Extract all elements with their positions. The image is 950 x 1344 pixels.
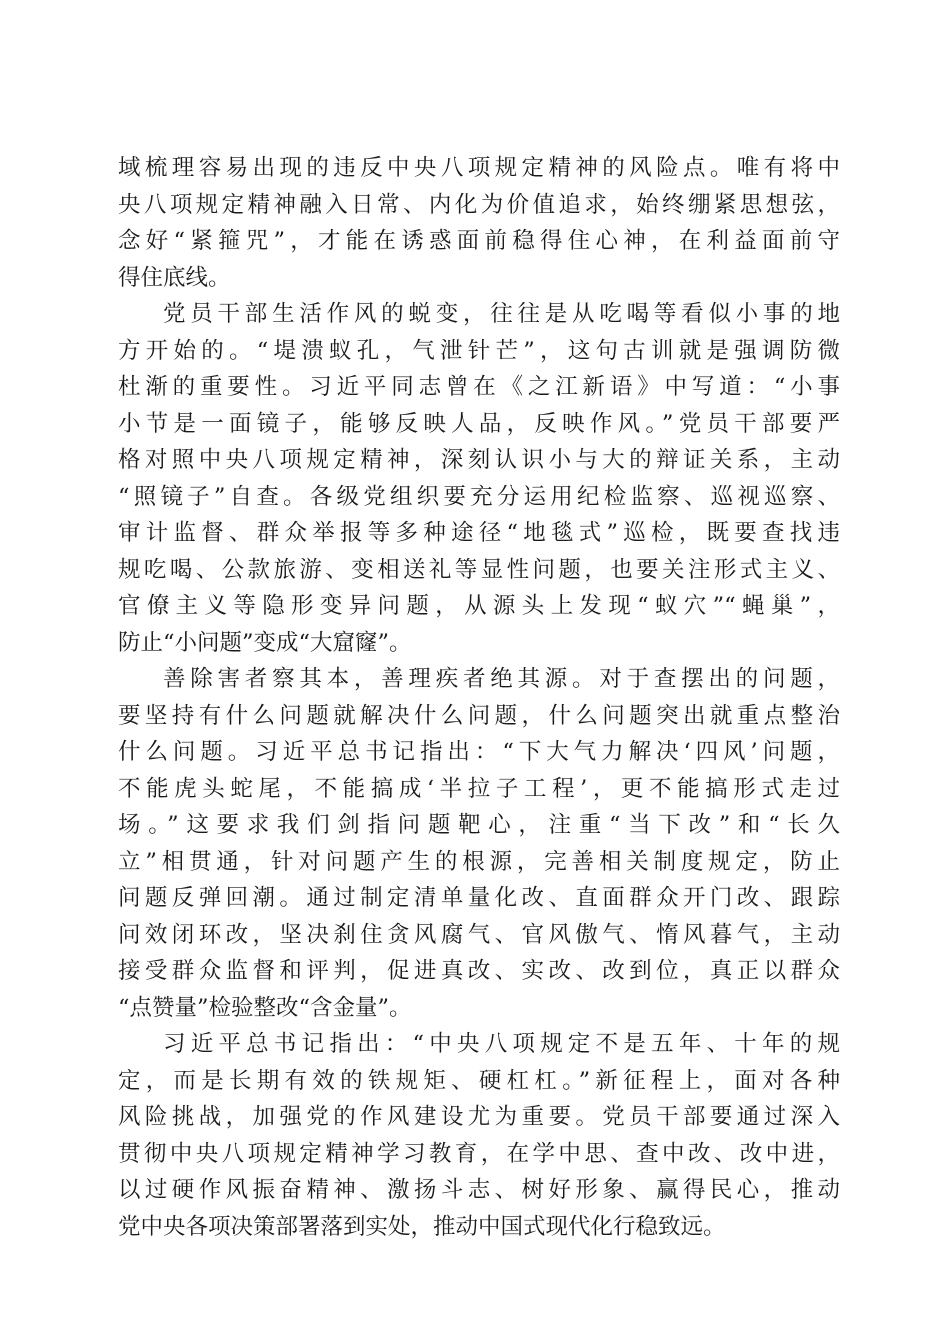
- text-line: 杜渐的重要性。习近平同志曾在《之江新语》中写道：“小事: [118, 374, 840, 400]
- text-line: 以过硬作风振奋精神、激扬斗志、树好形象、赢得民心，推动: [118, 1177, 840, 1203]
- text-line: 要坚持有什么问题就解决什么问题，什么问题突出就重点整治: [118, 702, 840, 729]
- text-line: 问效闭环改，坚决刹住贪风腐气、官风傲气、惰风暮气，主动: [118, 921, 840, 948]
- text-line: 央八项规定精神融入日常、内化为价值追求，始终绷紧思想弦，: [118, 191, 840, 218]
- text-line: 贯彻中央八项规定精神学习教育，在学中思、查中改、改中进，: [118, 1140, 840, 1167]
- text-line: 场。”这要求我们剑指问题靶心，注重“当下改”和“长久: [118, 812, 840, 838]
- text-line: 定，而是长期有效的铁规矩、硬杠杠。”新征程上，面对各种: [118, 1067, 840, 1094]
- paragraph-3: [118, 661, 840, 1026]
- text-line: 得住底线。: [118, 264, 231, 291]
- text-line: “照镜子”自查。各级党组织要充分运用纪检监察、巡视巡察、: [118, 483, 840, 510]
- paragraph-1: [118, 150, 840, 296]
- text-line: 风险挑战，加强党的作风建设尤为重要。党员干部要通过深入: [118, 1104, 840, 1130]
- text-line: 念好“紧箍咒”，才能在诱惑面前稳得住心神，在利益面前守: [118, 228, 840, 254]
- text-line: 党中央各项决策部署落到实处，推动中国式现代化行稳致远。: [118, 1213, 726, 1240]
- text-line: 方开始的。“堤溃蚁孔，气泄针芒”，这句古训就是强调防微: [118, 337, 840, 364]
- text-line: 格对照中央八项规定精神，深刻认识小与大的辩证关系，主动: [118, 447, 840, 473]
- text-line: 域梳理容易出现的违反中央八项规定精神的风险点。唯有将中: [118, 155, 840, 181]
- text-line: “点赞量”检验整改“含金量”。: [118, 994, 412, 1021]
- text-line: 善除害者察其本，善理疾者绝其源。对于查摆出的问题，: [163, 666, 840, 692]
- document-body: [118, 150, 840, 1245]
- text-line: 审计监督、群众举报等多种途径“地毯式”巡检，既要查找违: [118, 520, 840, 546]
- paragraph-2: [118, 296, 840, 661]
- text-line: 官僚主义等隐形变异问题，从源头上发现“蚁穴”“蝇巢”，: [118, 593, 840, 619]
- text-line: 什么问题。习近平总书记指出：“下大气力解决‘四风’问题，: [118, 739, 840, 765]
- text-line: 不能虎头蛇尾，不能搞成‘半拉子工程’，更不能搞形式走过: [118, 775, 840, 802]
- text-line: 接受群众监督和评判，促进真改、实改、改到位，真正以群众: [118, 958, 840, 984]
- text-line: 问题反弹回潮。通过制定清单量化改、直面群众开门改、跟踪: [118, 885, 840, 911]
- text-line: 党员干部生活作风的蜕变，往往是从吃喝等看似小事的地: [163, 301, 840, 327]
- text-line: 防止“小问题”变成“大窟窿”。: [118, 629, 412, 656]
- text-line: 习近平总书记指出：“中央八项规定不是五年、十年的规: [163, 1031, 840, 1057]
- text-line: 小节是一面镜子，能够反映人品，反映作风。”党员干部要严: [118, 410, 840, 437]
- text-line: 立”相贯通，针对问题产生的根源，完善相关制度规定，防止: [118, 848, 840, 875]
- paragraph-4: [118, 1026, 840, 1245]
- text-line: 规吃喝、公款旅游、变相送礼等显性问题，也要关注形式主义、: [118, 556, 840, 583]
